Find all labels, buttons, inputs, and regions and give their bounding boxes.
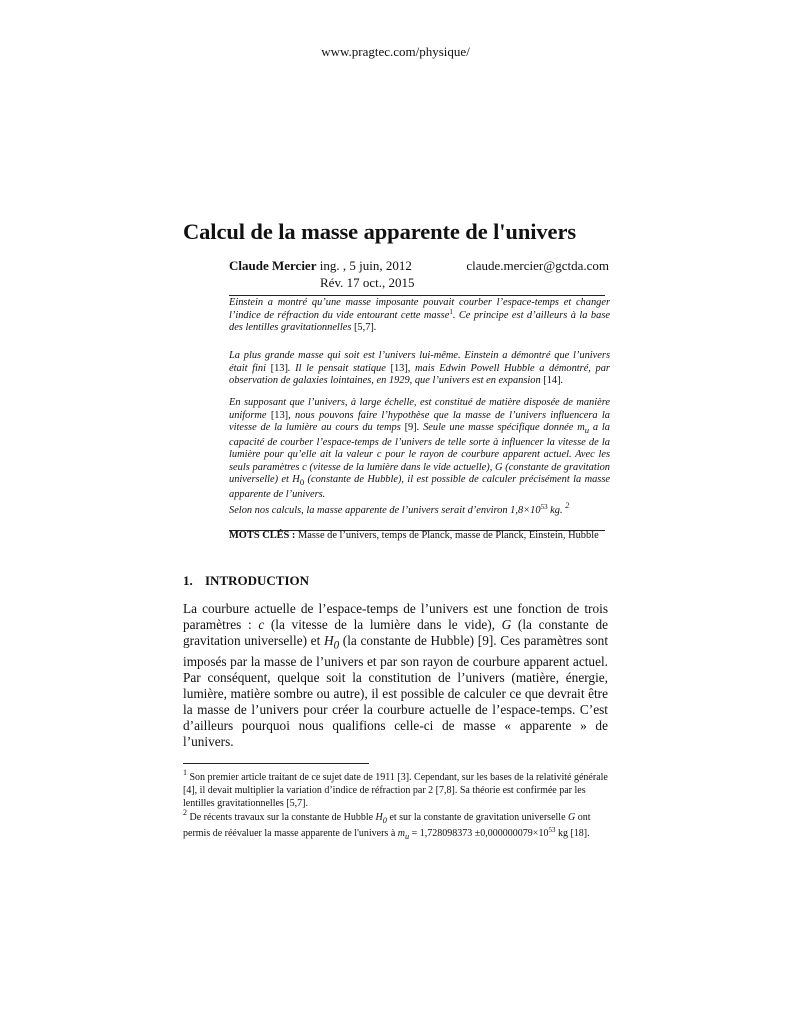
abstract-top-rule — [229, 295, 605, 296]
abstract-text: kg. — [547, 505, 563, 516]
abstract-text: . Seule une masse spécifique donnée m — [416, 422, 585, 433]
subscript: u — [584, 425, 590, 436]
subscript: 0 — [333, 639, 340, 652]
abstract-paragraph-4 — [229, 501, 610, 518]
abstract-text: En supposant que l’univers, à large échelle, est constitué de matière disposée de manière uniforme — [229, 397, 610, 421]
abstract-text: (constante de Hubble), il est possible de calculer précisément la masse apparente de l’univers. — [229, 474, 610, 500]
footnote-rule — [183, 763, 369, 764]
footnote-text: et sur la constante de gravitation universelle — [386, 812, 569, 823]
symbol-h: H — [375, 812, 383, 823]
section-title: INTRODUCTION — [205, 573, 310, 588]
symbol-g: G — [501, 617, 512, 632]
author-credentials-date: ing. , 5 juin, 2012 — [316, 258, 412, 273]
intro-paragraph — [183, 601, 608, 750]
symbol-c: c — [258, 617, 265, 632]
footnote-ref-1: 1 — [449, 307, 453, 316]
footnote-text: kg [18]. — [555, 827, 590, 839]
subscript: 0 — [382, 816, 387, 825]
symbol-h: H — [323, 633, 334, 648]
footnote-text: ont permis de réévaluer la masse apparente de l'univers à — [183, 812, 591, 839]
body-text: (la constante de Hubble) [9]. Ces paramètres sont imposés par la masse de l’univers et par son rayon de courbure apparent actuel. Par conséquent, quelque soit la constitution de l’univers (matière, énergie, lumière, matière sombre ou autre), il est possible de calculer ce que devrait être la masse de l’univers pour créer la courbure actuelle de l’espace-temps. C’est d’ailleurs pourquoi nous qualifions celle-ci de masse « apparente » de l’univers. — [183, 633, 609, 749]
body-text: La courbure actuelle de l’espace-temps de l’univers est une fonction de trois paramètres : — [183, 601, 608, 632]
exponent: 53 — [540, 503, 548, 511]
footnote-2 — [183, 808, 610, 844]
subscript: u — [405, 831, 410, 841]
footnote-1 — [183, 768, 610, 810]
citation: [13] — [390, 362, 408, 374]
abstract-text: . — [373, 322, 377, 333]
citation: [5,7] — [353, 322, 374, 333]
abstract-text: . Il le pensait statique — [287, 362, 391, 374]
abstract-paragraph-3 — [229, 397, 610, 501]
abstract-paragraph-2 — [229, 350, 610, 388]
footnote-text: De récents travaux sur la constante de Hubble — [187, 812, 376, 823]
body-text: (la constante de gravitation universelle) et — [183, 617, 608, 648]
abstract-text: a la capacité de courber l’espace-temps de l’univers de telle sorte à influencer la vitesse de la lumière pour qu’elle ait la valeur c pour le rayon de courbure apparent actuel. Avec les seuls paramètres c (vitesse de la lumière dans le vide actuelle), G (constante de gravitation universelle) et H — [229, 422, 610, 486]
paper-title: Calcul de la masse apparente de l'univers — [183, 219, 576, 244]
abstract-text: . Ce principe est d’ailleurs à la base des lentilles gravitationnelles — [229, 309, 610, 333]
footnote-text: = 1,728098373 ±0,000000079×10 — [409, 827, 549, 839]
section-number: 1. — [183, 573, 193, 588]
citation: [13] — [270, 362, 288, 374]
subscript: 0 — [299, 477, 305, 488]
symbol-m: m — [397, 827, 405, 839]
body-text: (la vitesse de la lumière dans le vide), — [264, 617, 502, 632]
abstract-text: Einstein a montré qu’une masse imposante pouvait courber l’espace-temps et changer l’indice de réfraction du vide entourant cette masse — [229, 297, 610, 321]
footnote-text: Son premier article traitant de ce sujet date de 1911 [3]. Cependant, sur les bases de la relativité générale [4], il devait multiplier la variation d’indice de réfraction par 2 [7,8]. Sa théorie est confirmée par les lentilles gravitationnelles [5,7]. — [183, 772, 608, 809]
symbol-g: G — [568, 812, 576, 823]
citation: [13] — [270, 409, 289, 421]
citation: [14] — [543, 375, 561, 386]
header-url: www.pragtec.com/physique/ — [321, 44, 470, 59]
abstract-text: Selon nos calculs, la masse apparente de l’univers serait d’environ 1,8×10 — [229, 505, 541, 516]
exponent: 53 — [548, 825, 556, 834]
abstract-text: La plus grande masse qui soit est l’univers lui-même. Einstein a démontré que l’univers était fini — [229, 350, 610, 374]
author-name: Claude Mercier — [229, 258, 317, 273]
abstract-paragraph-1 — [229, 297, 610, 335]
section-heading — [183, 573, 309, 589]
keywords-label: MOTS CLÉS : — [229, 530, 296, 541]
abstract-text: . — [560, 375, 564, 386]
revision-date: Rév. 17 oct., 2015 — [320, 275, 415, 290]
abstract-text: , nous pouvons faire l’hypothèse que la masse de l’univers influencera la vitesse de la lumière au cours du temps — [229, 409, 610, 433]
footnote-mark: 2 — [183, 808, 187, 817]
keywords-text: Masse de l’univers, temps de Planck, masse de Planck, Einstein, Hubble — [295, 530, 599, 541]
footnote-ref-2: 2 — [565, 501, 570, 510]
author-line — [229, 258, 609, 274]
citation: [9] — [404, 422, 417, 433]
footnote-mark: 1 — [183, 768, 187, 777]
keywords — [229, 530, 629, 543]
abstract-text: , mais Edwin Powell Hubble a démontré, par observation de galaxies lointaines, en 1929, que l’univers est en expansion — [229, 362, 610, 386]
author-email: claude.mercier@gctda.com — [466, 258, 609, 273]
